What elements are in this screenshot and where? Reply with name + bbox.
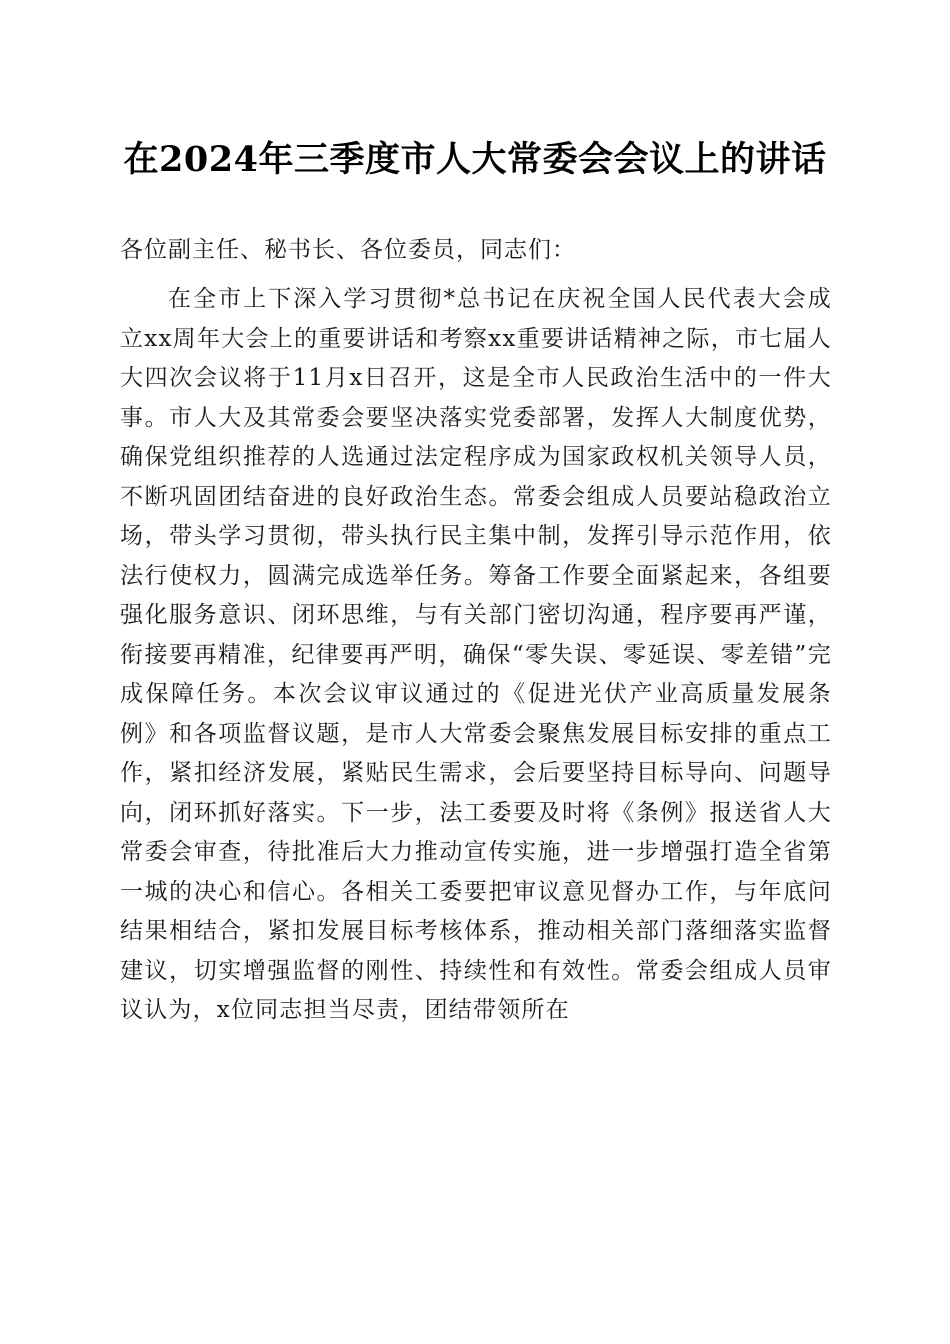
body-paragraph: 在全市上下深入学习贯彻*总书记在庆祝全国人民代表大会成立xx周年大会上的重要讲话和考察xx重要讲话精神之际，市七届人大四次会议将于11月x日召开，这是全市人民政治生活中的一件大事。市人大及其常委会要坚决落实党委部署，发挥人大制度优势，确保党组织推荐的人选通过法定程序成为国家政权机关领导人员，不断巩固团结奋进的良好政治生态。常委会组成人员要站稳政治立场，带头学习贯彻，带头执行民主集中制，发挥引导示范作用，依法行使权力，圆满完成选举任务。筹备工作要全面紧起来，各组要强化服务意识、闭环思维，与有关部门密切沟通，程序要再严谨，衔接要再精准，纪律要再严明，确保“零失误、零延误、零差错”完成保障任务。本次会议审议通过的《促进光伏产业高质量发展条例》和各项监督议题，是市人大常委会聚焦发展目标安排的重点工作，紧扣经济发展，紧贴民生需求，会后要坚持目标导向、问题导向，闭环抓好落实。下一步，法工委要及时将《条例》报送省人大常委会审查，待批准后大力推动宣传实施，进一步增强打造全省第一城的决心和信心。各相关工委要把审议意见督办工作，与年底问结果相结合，紧扣发展目标考核体系，推动相关部门落细落实监督建议，切实增强监督的刚性、持续性和有效性。常委会组成人员审议认为，x位同志担当尽责，团结带领所在 bbox=[120, 286, 832, 1023]
document-title: 在2024年三季度市人大常委会会议上的讲话 bbox=[123, 139, 827, 180]
salutation: 各位副主任、秘书长、各位委员，同志们： bbox=[120, 237, 576, 263]
